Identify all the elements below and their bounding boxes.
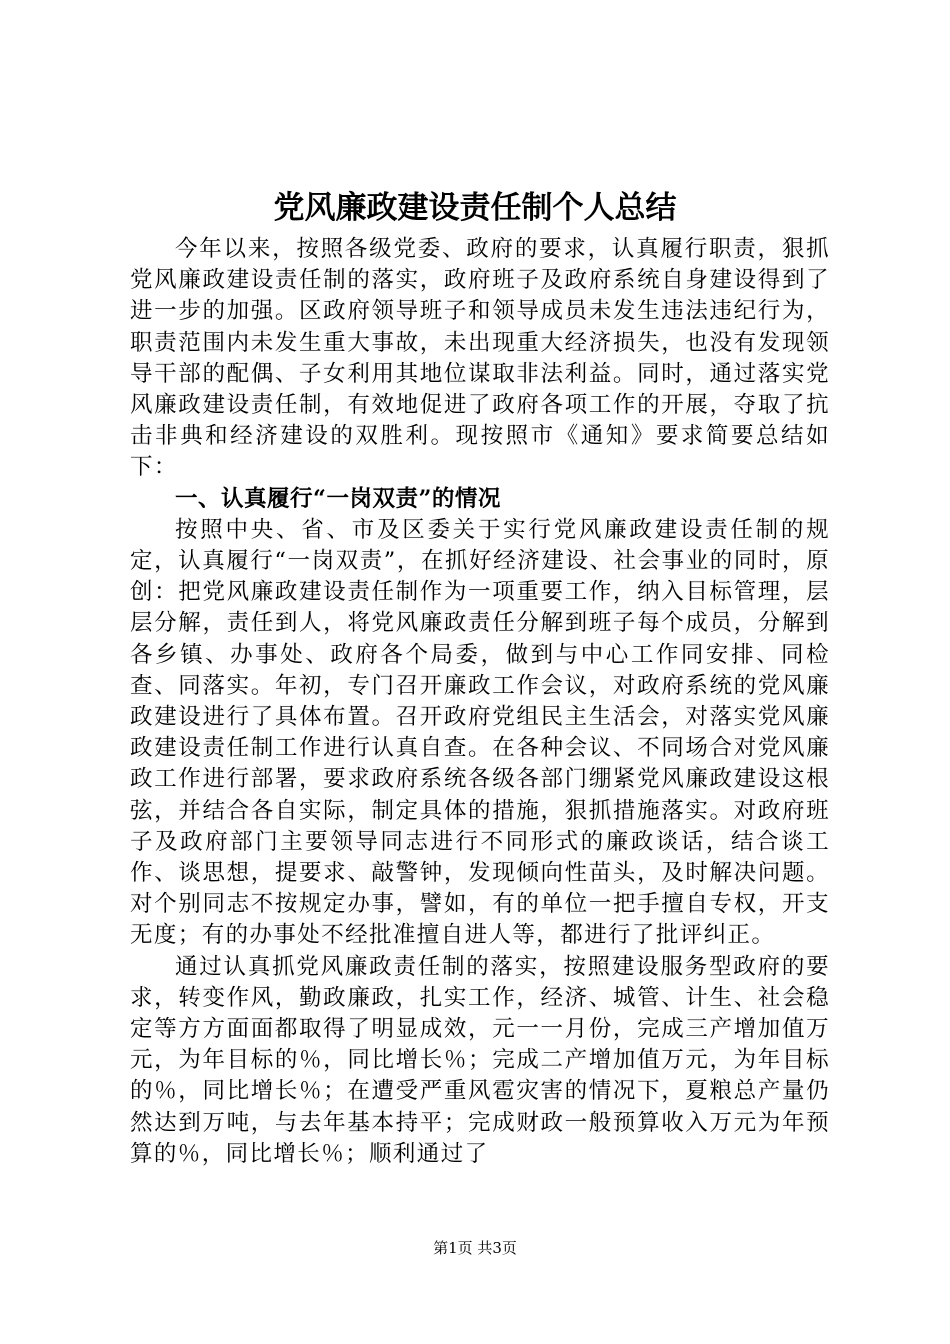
document-title: 党风廉政建设责任制个人总结 [273, 190, 677, 226]
section-heading: 一、认真履行“一岗双责”的情况 [175, 485, 501, 512]
body-paragraph: 按照中央、省、市及区委关于实行党风廉政建设责任制的规定，认真履行“一岗双责”，在抓好经济建设、社会事业的同时，原创：把党风廉政建设责任制作为一项重要工作，纳入目标管理，层层分解，责任到人，将党风廉政责任分解到班子每个成员，分解到各乡镇、办事处、政府各个局委，做到与中心工作同安排、同检查、同落实。年初，专门召开廉政工作会议，对政府系统的党风廉政建设进行了具体布置。召开政府党组民主生活会，对落实党风廉政建设责任制工作进行认真自查。在各种会议、不同场合对党风廉政工作进行部署，要求政府系统各级各部门绷紧党风廉政建设这根弦，并结合各自实际，制定具体的措施，狠抓措施落实。对政府班子及政府部门主要领导同志进行不同形式的廉政谈话，结合谈工作、谈思想，提要求、敲警钟，发现倾向性苗头，及时解决问题。对个别同志不按规定办事，譬如，有的单位一把手擅自专权，开支无度；有的办事处不经批准擅自进人等，都进行了批评纠正。 [130, 516, 830, 949]
intro-paragraph: 今年以来，按照各级党委、政府的要求，认真履行职责，狠抓党风廉政建设责任制的落实，政府班子及政府系统自身建设得到了进一步的加强。区政府领导班子和领导成员未发生违法违纪行为，职责范围内未发生重大事故，未出现重大经济损失，也没有发现领导干部的配偶、子女利用其地位谋取非法利益。同时，通过落实党风廉政建设责任制，有效地促进了政府各项工作的开展，夺取了抗击非典和经济建设的双胜利。现按照市《通知》要求简要总结如下： [130, 236, 830, 481]
body-paragraph: 通过认真抓党风廉政责任制的落实，按照建设服务型政府的要求，转变作风，勤政廉政，扎实工作，经济、城管、计生、社会稳定等方方面面都取得了明显成效，元一一月份，完成三产增加值万元，为年目标的％，同比增长％；完成二产增加值万元，为年目标的％，同比增长％；在遭受严重风雹灾害的情况下，夏粮总产量仍然达到万吨，与去年基本持平；完成财政一般预算收入万元为年预算的％，同比增长％；顺利通过了 [130, 953, 830, 1167]
document-body [130, 234, 830, 1170]
page-footer: 第1页 共3页 [433, 1239, 517, 1257]
